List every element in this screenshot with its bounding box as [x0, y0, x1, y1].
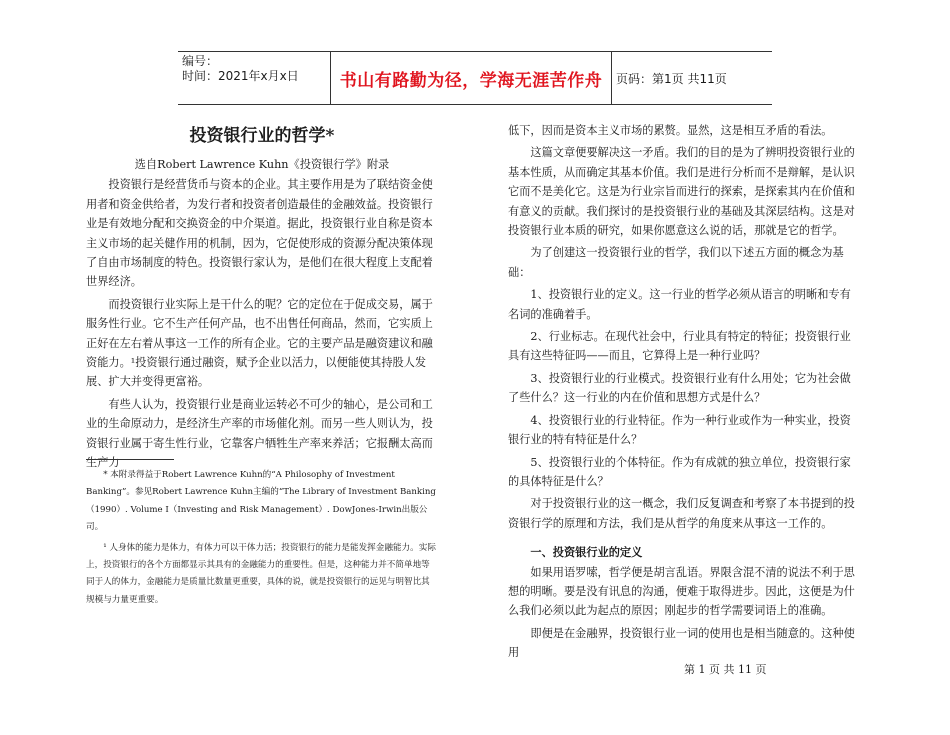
footnote-divider	[86, 459, 174, 460]
footnotes	[86, 467, 438, 609]
footnote: * 本附录得益于Robert Lawrence Kuhn的“A Philosophy of Investment Banking”。参见Robert Lawrence Kuhn主编的“The Library of Investment Banking（1990）. Volume Ⅰ（Investing and Risk Management）. DowJones-Irwin出版公司。	[86, 470, 436, 533]
body-paragraph: 如果用语罗嗦，哲学便是胡言乱语。界限含混不清的说法不利于思想的明晰。要是没有讯息的沟通，便难于取得进步。因此，这便是为什么我们必须以此为起点的原因；刚起步的哲学需要词语上的准确。	[508, 565, 855, 618]
header-page-cell	[612, 52, 772, 104]
header-motto-cell	[330, 52, 612, 104]
list-item: 1、投资银行业的定义。这一行业的哲学必须从语言的明晰和专有名词的准确着手。	[508, 288, 851, 321]
body-paragraph: 即便是在金融界，投资银行业一词的使用也是相当随意的。这种使用	[508, 626, 855, 660]
motto-text: 书山有路勤为径，学海无涯苦作舟	[339, 70, 603, 91]
list-item: 2、行业标志。在现代社会中，行业具有特定的特征；投资银行业具有这些特征吗——而且，它算得上是一种行业吗？	[508, 330, 851, 363]
list-item: 3、投资银行业的行业模式。投资银行业有什么用处；它为社会做了些什么？这一行业的内在价值和思想方式是什么？	[508, 371, 851, 405]
time-label: 时间：2021年x月x日	[182, 69, 299, 83]
number-label: 编号：	[182, 54, 219, 68]
body-paragraph: 而投资银行业实际上是干什么的呢？它的定位在于促成交易，属于服务性行业。它不生产任何产品，也不出售任何商品，然而，它实质上正好在左右着从事这一工作的所有企业。它的主要产品是融资建议和融资能力。¹投资银行通过融资，赋予企业以活力，以便能使其持股人发展、扩大并变得更富裕。	[86, 297, 433, 389]
footnote: ¹ 人身体的能力是体力，有体力可以干体力活；投资银行的能力是能发挥金融能力。实际上，投资银行的各个方面都显示其具有的金融能力的重要性。但是，这种能力并不简单地等同于人的体力，金融能力是质量比数量更重要，具体的说，就是投资银行的远见与明智比其规模与力量更重要。	[86, 542, 436, 605]
body-paragraph: 低下，因而是资本主义市场的累赘。显然，这是相互矛盾的看法。	[508, 124, 833, 137]
right-column	[508, 121, 860, 663]
page-footer: 第 1 页 共 11 页	[684, 663, 767, 676]
list-item: 5、投资银行业的个体特征。作为有成就的独立单位，投资银行家的具体特征是什么？	[508, 455, 851, 488]
body-paragraph: 这篇文章便要解决这一矛盾。我们的目的是为了辨明投资银行业的基本性质，从而确定其基本价值。我们是进行分析而不是辩解，是认识它而不是美化它。这是为行业宗旨而进行的探索，是探索其内在价值和有意义的贡献。我们探讨的是投资银行业的基础及其深层结构。这是对投资银行业本质的研究，如果你愿意这么说的话，那就是它的哲学。	[508, 146, 855, 238]
header-meta	[178, 52, 330, 104]
page-label: 页码：第1页 共11页	[616, 71, 727, 86]
article-title: 投资银行业的哲学*	[189, 126, 335, 146]
body-paragraph: 投资银行是经营货币与资本的企业。其主要作用是为了联结资金使用者和资金供给者，为发行者和投资者创造最佳的金融效益。投资银行业是有效地分配和交换资金的中介渠道。据此，投资银行业自称是资本主义市场的起关健作用的机制，因为，它促使形成的资源分配决策体现了自由市场制度的特色。投资银行家认为，是他们在很大程度上支配着世界经济。	[86, 178, 433, 289]
article-subtitle: 选自Robert Lawrence Kuhn《投资银行学》附录	[134, 158, 390, 171]
section-heading: 一、投资银行业的定义	[530, 545, 643, 560]
document-header	[178, 51, 772, 105]
left-column	[86, 118, 438, 473]
body-paragraph: 有些人认为，投资银行业是商业运转必不可少的轴心，是公司和工业的生命原动力，是经济生产率的市场催化剂。而另一些人则认为，投资银行业属于寄生性行业，它靠客户牺牲生产率来养活；它报酬太高而生产力	[86, 397, 433, 470]
body-paragraph: 对于投资银行业的这一概念，我们反复调查和考察了本书提到的投资银行学的原理和方法，我们是从哲学的角度来从事这一工作的。	[508, 497, 855, 530]
body-paragraph: 为了创建这一投资银行业的哲学，我们以下述五方面的概念为基础：	[508, 246, 844, 279]
list-item: 4、投资银行业的行业特征。作为一种行业或作为一种实业，投资银行业的特有特征是什么？	[508, 413, 851, 447]
